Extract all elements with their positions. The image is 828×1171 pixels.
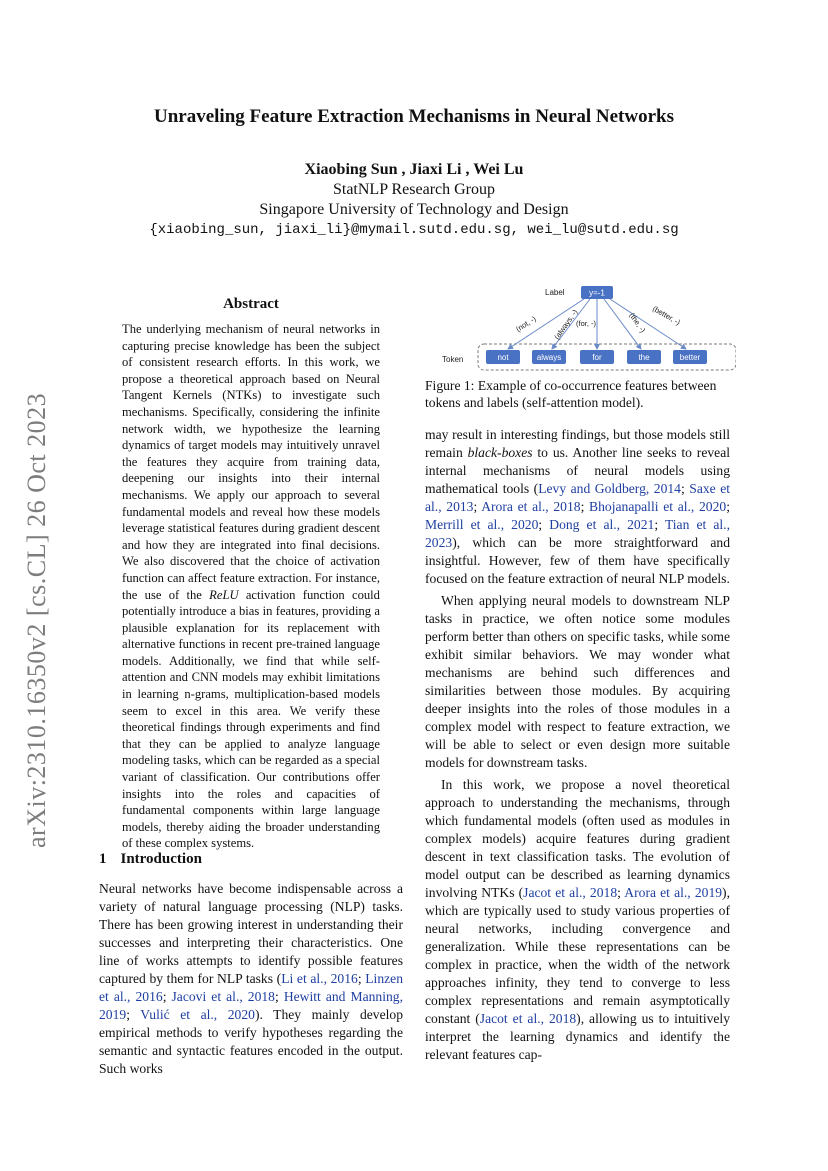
edge-label-for: (for, -) [576,319,596,328]
label-row-header: Label [545,288,565,297]
edge-label-better: (better, -) [651,303,682,327]
author-block [0,160,828,240]
token-text-not: not [497,353,509,362]
citation-link[interactable]: Linzen et al., 2016 [99,971,403,1004]
affiliation: Singapore University of Technology and Design [259,201,569,218]
research-group: StatNLP Research Group [332,181,496,198]
right-paragraph-3: In this work, we propose a novel theoretical approach to understanding the mechanisms, through which fundamental models (often used as modules in complex models) acquire features during gradient descent in text classification tasks. The evolution of model output can be described as learning dynamics involving NTKs (Jacot et al., 2018; Arora et al., 2019), which are typically used to study various properties of neural networks, including convergence and generalization. While these representations can be complex in practice, when the width of the network approaches infinity, they tend to converge to less complex representations and remain asymptotically constant (Jacot et al., 2018), allowing us to intuitively interpret the learning dynamics and identify the relevant features cap- [425,777,731,1062]
abstract-heading: Abstract [223,296,279,312]
citation-link[interactable]: Arora et al., 2019 [624,885,723,900]
right-paragraph-2: When applying neural models to downstream NLP tasks in practice, we often notice some modules perform better than others on specific tasks, while some exhibit similar behaviors. We may wonder what mechanisms are behind such differences and similarities between those modules. By acquiring deeper insights into the roles of those modules in a complex model with respect to feature extraction, we will be able to select or even design more suitable models for downstream tasks. [425,593,730,770]
citation-link[interactable]: Bhojanapalli et al., 2020 [589,499,727,514]
right-column-body [425,426,730,1064]
citation-link[interactable]: Hewitt and Manning, 2019 [99,989,404,1022]
citation-link[interactable]: Tian et al., 2023 [425,517,730,550]
section-heading-introduction [99,851,202,868]
citation-link[interactable]: Jacovi et al., 2018 [171,989,275,1004]
label-node-text: y=-1 [589,288,605,298]
author-emails: {xiaobing_sun, jiaxi_li}@mymail.sutd.edu.sg, wei_lu@sutd.edu.sg [149,222,679,238]
token-text-for: for [592,353,602,362]
citation-link[interactable]: Vulić et al., 2020 [140,1007,255,1022]
right-paragraph-1: may result in interesting findings, but those models still remain black-boxes to us. Another line seeks to reveal internal mechanisms of neural models using mathematical tools (Levy and Goldberg, 2014; Saxe et al., 2013; Arora et al., 2018; Bhojanapalli et al., 2020; Merrill et al., 2020; Dong et al., 2021; Tian et al., 2023), which can be more straightforward and insightful. However, few of them have specifically focused on the feature extraction of neural NLP models. [425,427,731,586]
edge-label-the: (the, -) [627,310,648,335]
edge-label-not: (not, -) [514,314,538,334]
section-title: Introduction [120,851,202,867]
abstract-body: The underlying mechanism of neural networks in capturing precise knowledge has been the subject of consistent research efforts. In this work, we propose a theoretical approach based on Neural Tangent Kernels (NTKs) to investigate such mechanisms. Specifically, considering the infinite network width, we hypothesize the learning dynamics of target models may intuitively unravel the features they acquire from training data, deepening our insights into their internal mechanisms. We apply our approach to several fundamental models and reveal how these models leverage statistical features during gradient descent and how they are integrated into final decisions. We also discovered that the choice of activation function can affect feature extraction. For instance, the use of the ReLU activation function could potentially introduce a bias in features, providing a plausible explanation for its replacement with alternative functions in recent pre-trained language models. Additionally, we find that while self-attention and CNN models may exhibit limitations in learning n-grams, multiplication-based models seem to excel in this area. We verify these theoretical findings through experiments and find that they can be applied to analyze language modeling tasks, which can be regarded as a special variant of classification. Our contributions offer insights into the roles and capacities of fundamental components within large language models, thereby aiding the broader understanding of these complex systems. [122,322,380,851]
citation-link[interactable]: Saxe et al., 2013 [425,481,731,514]
section-number: 1 [99,851,107,867]
citation-link[interactable]: Jacot et al., 2018 [523,885,618,900]
arxiv-identifier: arXiv:2310.16350v2 [cs.CL] 26 Oct 2023 [22,392,51,848]
figure-1 [436,280,736,380]
citation-link[interactable]: Dong et al., 2021 [549,517,655,532]
citation-link[interactable]: Li et al., 2016 [281,971,358,986]
paper-title: Unraveling Feature Extraction Mechanisms in Neural Networks [154,106,674,127]
figure-1-diagram [436,280,736,380]
citation-link[interactable]: Merrill et al., 2020 [425,517,539,532]
edge-label-always: (always, -) [552,307,580,342]
token-text-always: always [536,353,562,362]
citation-link[interactable]: Arora et al., 2018 [481,499,581,514]
token-text-better: better [679,353,701,362]
citation-link[interactable]: Levy and Goldberg, 2014 [538,481,681,496]
token-row-header: Token [442,355,464,364]
token-text-the: the [638,353,650,362]
author-names: Xiaobing Sun , Jiaxi Li , Wei Lu [304,161,524,178]
token-nodes [486,350,707,364]
figure-1-caption: Figure 1: Example of co-occurrence features between tokens and labels (self-attention model). [425,378,717,410]
intro-paragraph-1: Neural networks have become indispensable across a variety of natural language processing (NLP) tasks. There has been growing interest in understanding their successes and interpreting their characteristics. One line of works attempts to identify possible features captured by them for NLP tasks (Li et al., 2016; Linzen et al., 2016; Jacovi et al., 2018; Hewitt and Manning, 2019; Vulić et al., 2020). They mainly develop empirical methods to verify hypotheses regarding the semantic and syntactic features encoded in the output. Such works [99,881,404,1076]
citation-link[interactable]: Jacot et al., 2018 [479,1011,577,1026]
